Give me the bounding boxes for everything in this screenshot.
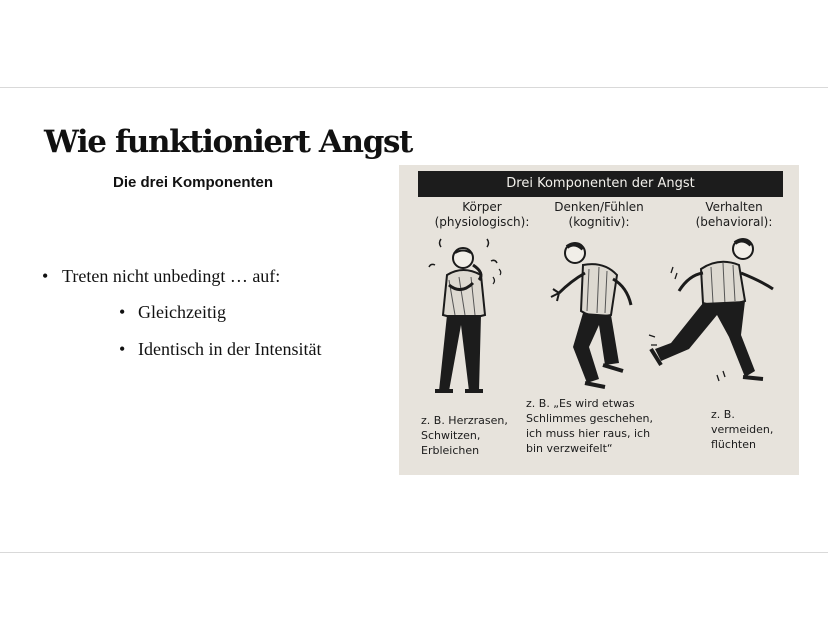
caption-cognitive: z. B. „Es wird etwas Schlimmes geschehen, ich muss hier raus, ich bin verzweifelt“ [526, 397, 654, 455]
worried-person-icon [551, 243, 631, 387]
column-heading-body: Körper (physiologisch): [434, 200, 530, 229]
bottom-divider [0, 552, 828, 553]
top-divider [0, 87, 828, 88]
column-heading-cognitive: Denken/Fühlen (kognitiv): [554, 200, 644, 229]
figure-banner: Drei Komponenten der Angst [418, 171, 783, 197]
sub-bullet-list [62, 300, 321, 361]
bullet-text: Treten nicht unbedingt … auf: [62, 266, 281, 286]
column-heading-behavioral: Verhalten (behavioral): [695, 200, 773, 229]
anxiety-components-figure [399, 165, 799, 475]
sub-bullet-item: • Identisch in der Intensität [62, 337, 321, 361]
sub-bullet-item: • Gleichzeitig [62, 300, 321, 324]
caption-behavioral: z. B. vermeiden, flüchten [711, 408, 774, 451]
bullet-item [42, 264, 321, 361]
trembling-person-icon [429, 239, 501, 391]
slide-subtitle: Die drei Komponenten [113, 174, 274, 191]
caption-body: z. B. Herzrasen, Schwitzen, Erbleichen [421, 414, 508, 457]
slide-title: Wie funktioniert Angst [44, 124, 412, 160]
running-person-icon [649, 239, 773, 381]
bullet-list [42, 264, 321, 374]
